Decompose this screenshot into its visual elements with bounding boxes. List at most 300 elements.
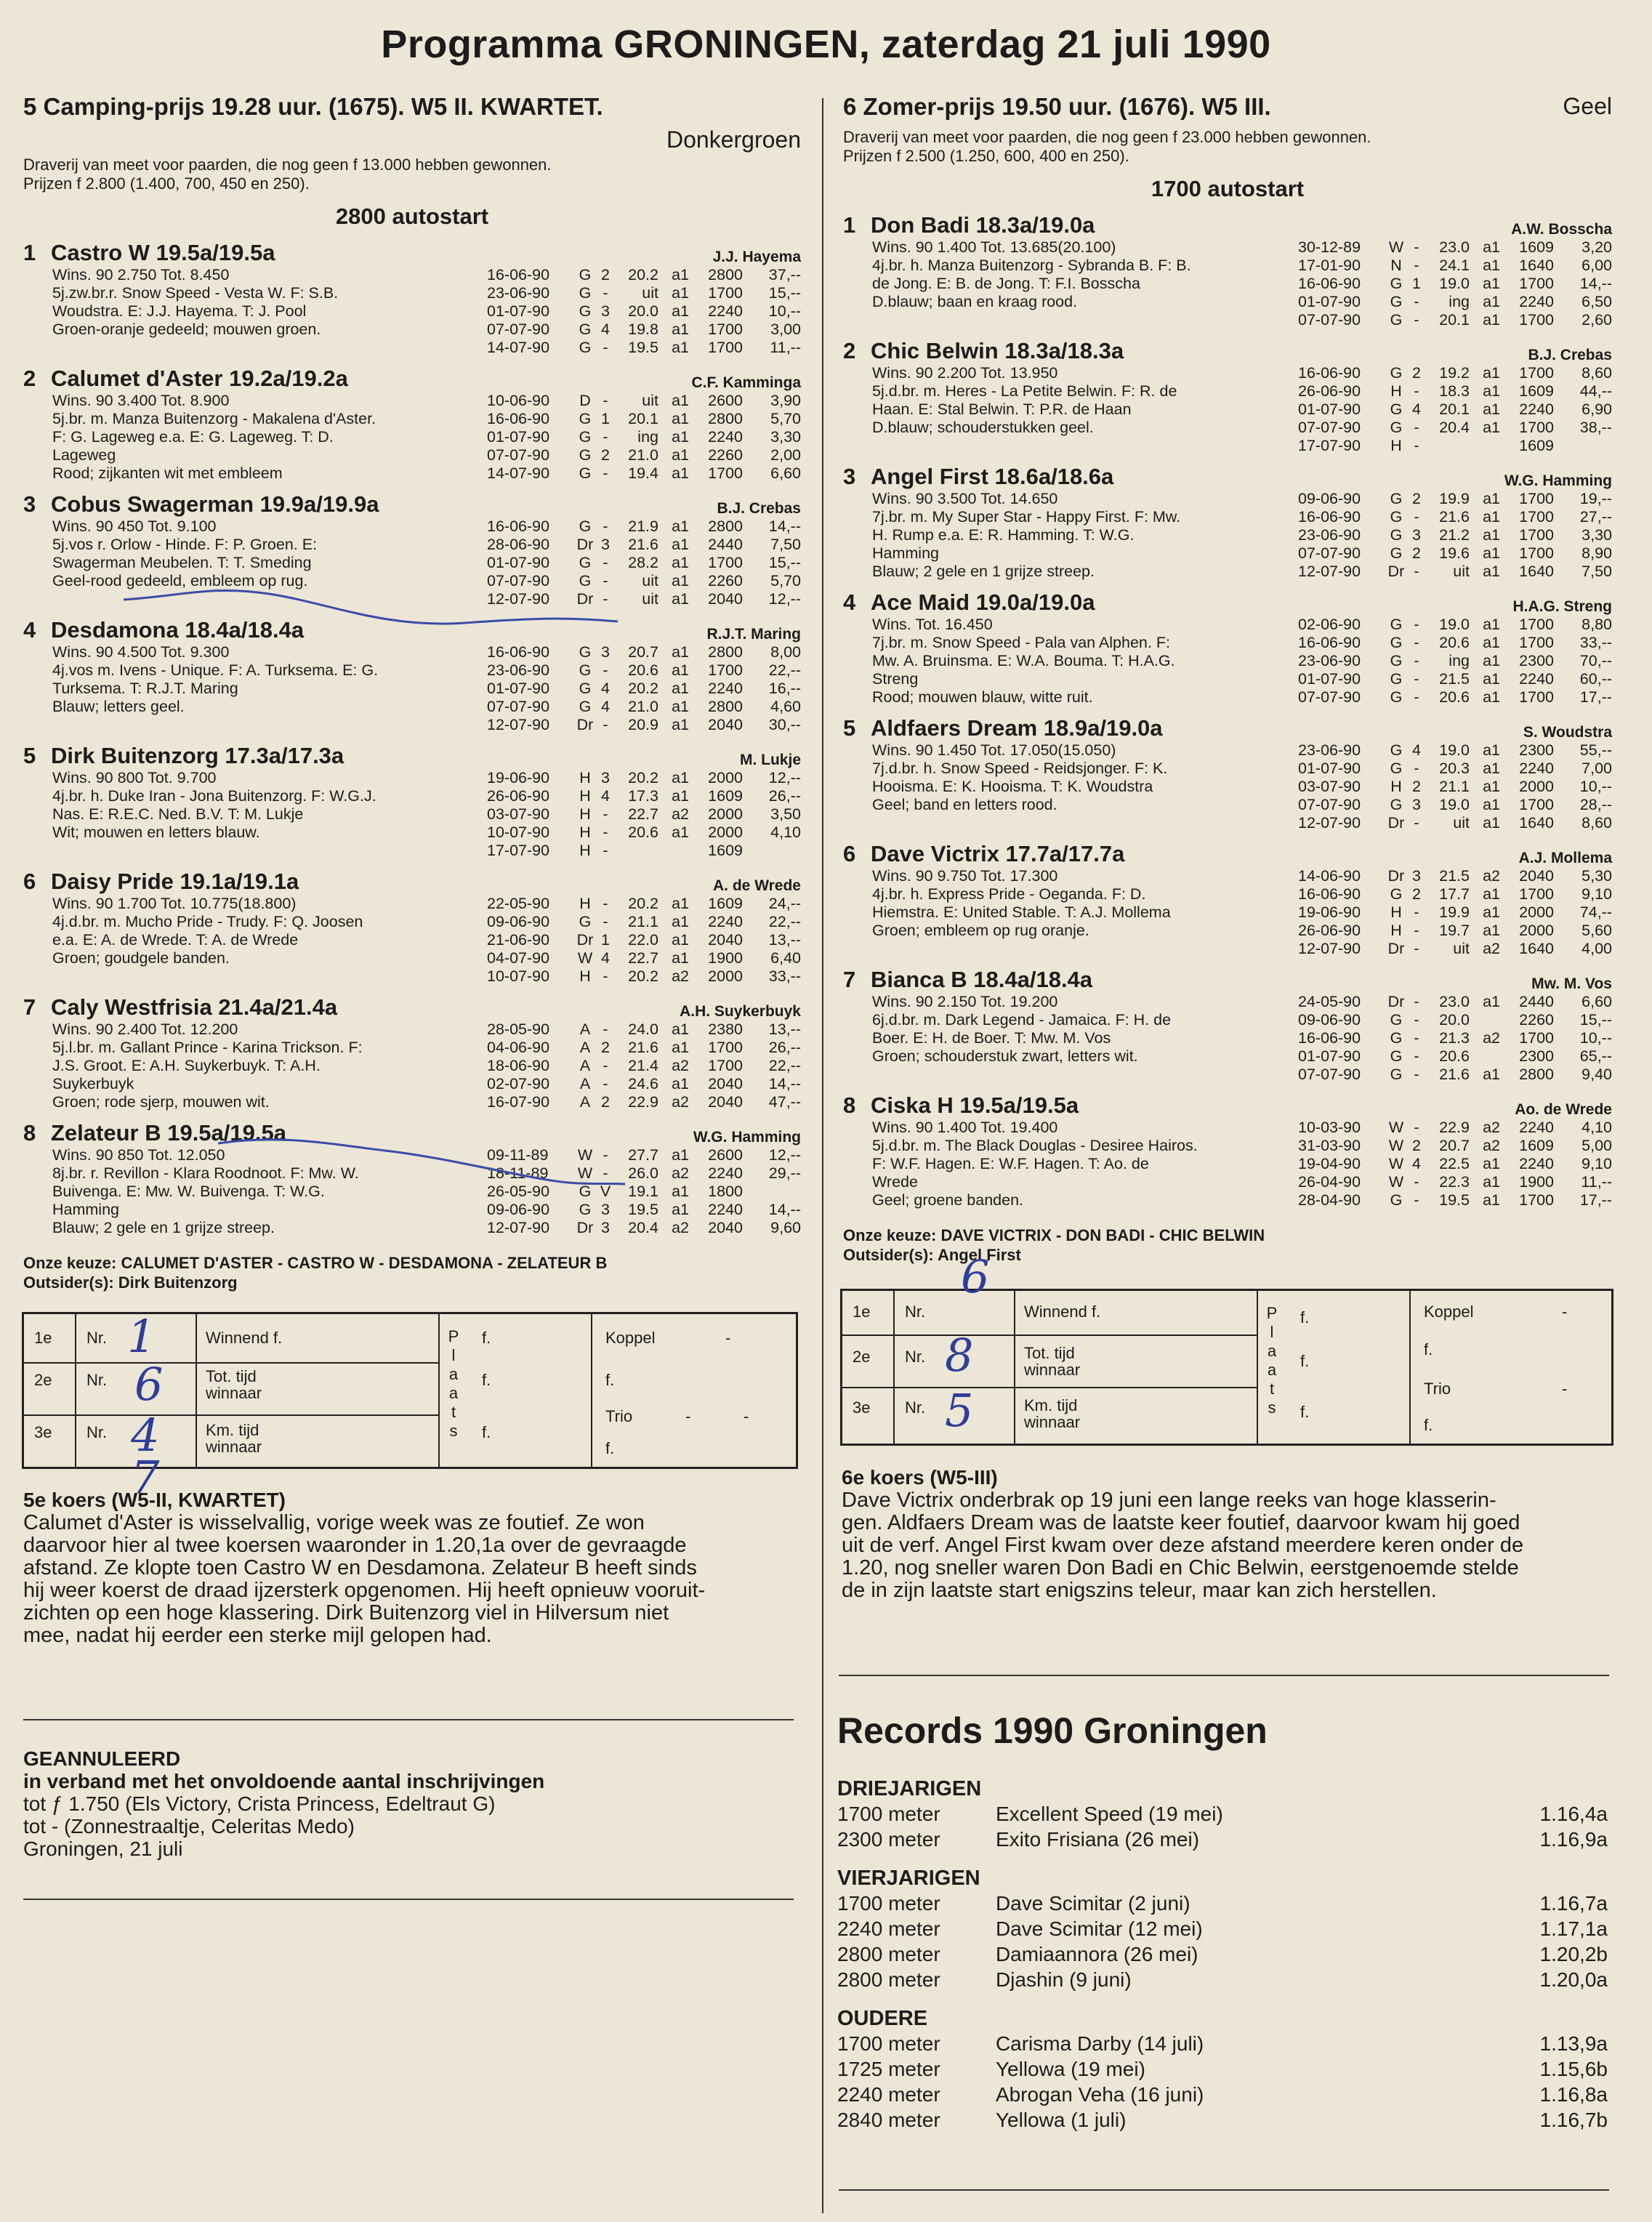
record-row [837,1967,1608,1992]
horse-name [23,743,801,769]
result-cell: 26-04-90 [1298,1173,1361,1191]
horse-name-text: Don Badi 18.3a/19.0a [871,212,1095,238]
result-row [1298,490,1612,508]
result-cell: a1 [1483,563,1500,580]
result-cell: 07-07-90 [487,572,550,589]
horse-name-text: Chic Belwin 18.3a/18.3a [871,338,1124,363]
result-cell: 3 [1412,796,1421,813]
horse-info [23,769,488,842]
result-cell: 1700 [708,661,743,679]
result-cell: 12,-- [768,1146,801,1164]
result-cell: Dr [1387,563,1405,580]
result-cell: 2240 [1519,760,1554,777]
horse-trainer: W.G. Hamming [693,1129,801,1146]
result-cell: H [1390,382,1402,400]
result-cell: 6,40 [770,949,801,967]
result-cell: 2800 [708,698,743,715]
result-cell: 33,-- [768,967,801,985]
result-cell: 10-07-90 [487,967,550,985]
horse-info-line: Haan. E: Stal Belwin. T: P.R. de Haan [872,400,1132,418]
result-cell: 07-07-90 [487,698,550,715]
horse-info-line: Wins. 90 2.750 Tot. 8.450 [52,266,230,283]
result-cell: a1 [672,536,689,553]
result-row [1298,1137,1612,1155]
result-row [487,518,801,536]
horse-name-text: Dave Victrix 17.7a/17.7a [871,841,1125,866]
race-6-header [843,93,1612,124]
record-distance: 1700 meter [837,2032,940,2055]
result-row [487,895,801,913]
horse-name-text: Ciska H 19.5a/19.5a [871,1092,1079,1118]
horse-info-line: Groen; goudgele banden. [52,949,230,967]
horse-entry [843,589,1612,711]
result-cell: 21.3 [1439,1029,1470,1047]
result-row [487,1075,801,1093]
result-row [1298,670,1612,688]
result-cell: A [579,1021,591,1038]
horse-number: 2 [23,366,36,391]
grid-nr-1: Nr. [905,1303,926,1321]
horse-info-line: Rood; zijkanten wit met embleem [52,464,283,482]
result-row [487,931,801,949]
result-cell: 1800 [708,1183,743,1200]
result-cell: - [1414,652,1419,669]
horse-number: 5 [843,715,856,741]
result-cell: 26.0 [628,1164,658,1182]
result-cell: 17.3 [628,787,658,805]
result-cell: 31-03-90 [1298,1137,1361,1154]
result-row [487,1201,801,1219]
grid-dash: - [725,1329,731,1347]
horse-info-line: F: G. Lageweg e.a. E: G. Lageweg. T: D. [52,428,334,446]
result-cell: 21.5 [1439,867,1470,885]
horse-info-line: 7j.br. m. Snow Speed - Pala van Alphen. F: [872,634,1170,651]
result-cell: a2 [672,1093,689,1111]
result-cell: 10,-- [768,302,801,320]
result-cell: a1 [672,787,689,805]
grid-dash: - [1562,1303,1568,1321]
result-cell: 07-07-90 [487,446,550,464]
result-cell: W [1388,238,1404,256]
result-cell: a1 [1483,526,1500,544]
grid-nr-3: Nr. [86,1423,108,1441]
result-cell: 2380 [708,1021,743,1038]
result-row [1298,544,1612,563]
horse-info-line: 4j.d.br. m. Mucho Pride - Trudy. F: Q. Joosen [52,913,363,930]
result-cell: a1 [1483,741,1500,759]
race-6-desc-line: Draverij van meet voor paarden, die nog geen f 23.000 hebben gewonnen. [843,128,1371,146]
result-cell: Dr [576,716,594,733]
horse-info-line: Wins. 90 3.500 Tot. 14.650 [872,490,1058,507]
horse-info-line: Buivenga. E: Mw. W. Buivenga. T: W.G. [52,1183,325,1200]
horse-info [23,392,488,483]
horse-info-line: Boer. E: H. de Boer. T: Mw. M. Vos [872,1029,1111,1047]
koers-line: 1.20, nog sneller waren Don Badi en Chic Belwin, eerstgenoemde stelde [842,1556,1519,1579]
result-cell: 44,-- [1579,382,1612,400]
result-cell: H [1390,778,1402,795]
result-cell: 12-07-90 [487,1219,550,1236]
horse-info-line: Groen; schouderstuk zwart, letters wit. [872,1047,1138,1065]
result-row [1298,814,1612,832]
result-cell: a1 [1483,1155,1500,1172]
race-5-distance: 2800 autostart [335,204,489,229]
result-cell: 01-07-90 [1298,670,1361,688]
grid-row-2e: 2e [853,1348,871,1366]
result-cell: 2000 [708,805,743,823]
horse-results [1298,616,1612,707]
result-cell: uit [1453,814,1470,832]
result-cell: G [579,554,592,571]
grid-f-1: f. [482,1329,491,1347]
result-row [1298,867,1612,885]
result-cell: a1 [672,266,689,283]
result-cell: 6,00 [1582,257,1612,274]
horse-info-line: Wins. 90 9.750 Tot. 17.300 [872,867,1058,885]
result-cell: 2240 [708,913,743,930]
result-cell: - [603,1146,608,1164]
horse-info-line: Lageweg [52,446,116,464]
horse-info-line: Groen; embleem op rug oranje. [872,922,1089,939]
result-row [1298,760,1612,778]
grid-dash: - [744,1407,749,1425]
divider [23,1719,794,1720]
result-cell: a1 [672,302,689,320]
result-cell: 10,-- [1579,1029,1612,1047]
result-cell: W [1388,1155,1404,1172]
result-cell: 11,-- [1581,1173,1612,1191]
horse-trainer: W.G. Hamming [1504,472,1612,489]
result-cell: 16-06-90 [487,518,550,535]
result-cell: 4,10 [770,824,801,841]
grid-f-koppel: f. [605,1371,615,1389]
result-cell: a1 [672,572,689,589]
result-cell: - [1414,922,1419,939]
result-cell: a1 [672,949,689,967]
grid-f-2: f. [1300,1352,1310,1370]
horse-name-text: Desdamona 18.4a/18.4a [51,617,305,643]
result-cell: 09-06-90 [1298,490,1361,507]
result-cell: - [1414,1173,1419,1191]
result-cell: 18.3 [1439,382,1470,400]
horse-info-line: Hiemstra. E: United Stable. T: A.J. Mollema [872,903,1171,921]
result-cell: G [1390,1047,1403,1065]
record-distance: 2240 meter [837,1917,940,1940]
annul-title: GEANNULEERD [23,1747,181,1770]
horse-name-text: Castro W 19.5a/19.5a [51,240,275,265]
result-cell: - [603,895,608,912]
result-cell: - [1414,257,1419,274]
result-cell: 1609 [708,787,743,805]
result-cell: G [1390,1029,1403,1047]
result-cell: 1609 [1519,382,1554,400]
result-cell: a1 [1483,364,1500,382]
plaats-char: s [449,1422,458,1440]
result-cell: a1 [672,464,689,482]
result-cell: 20.1 [1439,311,1470,329]
horse-trainer: B.J. Crebas [717,500,801,517]
result-cell: a1 [672,1021,689,1038]
result-cell: 24.1 [1439,257,1470,274]
result-cell: 27,-- [1579,508,1612,526]
result-cell: 1609 [1519,238,1554,256]
result-row [487,769,801,787]
result-cell: - [603,716,608,733]
result-cell: a1 [1483,419,1500,436]
handwritten-5: 5 [945,1384,974,1437]
result-cell: 20.6 [628,661,658,679]
result-cell: 01-07-90 [1298,293,1361,310]
result-cell: a2 [672,1164,689,1182]
result-cell: 01-07-90 [487,428,550,446]
horse-trainer: H.A.G. Streng [1512,598,1612,615]
result-cell: 2800 [708,643,743,661]
horse-info [843,1119,1308,1209]
result-cell: 4,10 [1582,1119,1612,1136]
result-cell: - [1414,419,1419,436]
koers-line: afstand. Ze klopte toen Castro W en Desdamona. Zelateur B heeft sinds [23,1556,697,1579]
horse-results [1298,993,1612,1084]
result-cell: G [579,661,592,679]
result-cell: 28-04-90 [1298,1191,1361,1209]
result-cell: 1640 [1519,814,1554,832]
result-row [1298,634,1612,652]
grid-koppel: Koppel [1424,1303,1474,1321]
result-cell: 2000 [1519,778,1554,795]
grid-f-3: f. [482,1423,491,1441]
result-cell: 7,50 [770,536,801,553]
result-cell: G [1390,311,1403,329]
horse-info-line: Groen; rode sjerp, mouwen wit. [52,1093,270,1111]
horse-info-line: Groen-oranje gedeeld; mouwen groen. [52,321,321,338]
result-cell: a1 [672,680,689,697]
result-cell: 14,-- [1579,275,1612,292]
result-cell: a1 [1483,257,1500,274]
result-cell: 01-07-90 [487,302,550,320]
horse-info-line: 5j.vos r. Orlow - Hinde. F: P. Groen. E: [52,536,318,553]
result-cell: 1700 [1519,1029,1554,1047]
result-cell: 1700 [1519,508,1554,526]
result-cell: - [603,339,608,356]
race-6-column [843,93,1612,1265]
record-time: 1.17,1a [1539,1917,1608,1940]
result-cell: a1 [672,913,689,930]
result-cell: W [577,949,593,967]
record-row [837,2056,1608,2082]
grid-km-tijd [206,1422,262,1455]
result-cell: a2 [1483,867,1500,885]
horse-info-line: Nas. E: R.E.C. Ned. B.V. T: M. Lukje [52,805,304,823]
grid-f-3: f. [1300,1403,1310,1421]
record-horse: Djashin (9 juni) [995,1968,1132,1991]
result-cell: 24.0 [628,1021,658,1038]
koers-line: daarvoor hier al twee koersen waaronder in 1.20,1a over de gevraagde [23,1534,687,1557]
result-cell: a1 [672,1075,689,1092]
result-cell: - [603,572,608,589]
horse-trainer: A. de Wrede [713,877,801,894]
result-cell: a1 [672,1146,689,1164]
result-row [487,824,801,842]
result-cell: 13,-- [768,931,801,949]
result-cell: a2 [1483,1119,1500,1136]
horse-results [1298,364,1612,455]
record-row [837,1941,1608,1967]
result-cell: 03-07-90 [487,805,550,823]
result-cell: 17,-- [1579,688,1612,706]
result-row [1298,940,1612,958]
result-cell: 1700 [1519,364,1554,382]
record-time: 1.20,0a [1539,1968,1608,1991]
result-cell: 14,-- [768,1201,801,1218]
result-row [1298,1173,1612,1191]
result-cell: 16-06-90 [487,266,550,283]
result-cell: G [1390,741,1403,759]
result-cell: 09-06-90 [487,913,550,930]
result-cell: 65,-- [1579,1047,1612,1065]
horse-info-line: Wins. 90 2.150 Tot. 19.200 [872,993,1058,1010]
result-cell: 30,-- [768,716,801,733]
record-horse: Dave Scimitar (12 mei) [995,1917,1203,1940]
horse-info-line: 4j.br. h. Express Pride - Oeganda. F: D. [872,885,1146,903]
result-row [487,805,801,824]
result-cell: Dr [576,1219,594,1236]
result-cell: - [603,392,608,409]
result-cell: - [603,1057,608,1074]
result-cell: 07-07-90 [1298,419,1361,436]
result-cell: 17-07-90 [487,842,550,859]
result-cell: 19.0 [1439,616,1470,633]
plaats-char: s [1268,1398,1276,1417]
result-cell: A [579,1057,591,1074]
horse-info-line: H. Rump e.a. E: R. Hamming. T: W.G. [872,526,1135,544]
result-cell: W [1388,1137,1404,1154]
result-cell: H [579,967,591,985]
result-cell: 2240 [1519,670,1554,688]
horse-info-line: e.a. E: A. de Wrede. T: A. de Wrede [52,931,299,949]
result-cell: 1700 [1519,526,1554,544]
result-cell: a1 [672,1039,689,1056]
race-6-pick: Onze keuze: DAVE VICTRIX - DON BADI - CHIC BELWIN [843,1226,1265,1244]
result-cell: 2440 [708,536,743,553]
result-cell: ing [637,428,658,446]
handwritten-6: 6 [961,1250,990,1303]
result-cell: 2000 [708,967,743,985]
result-cell: 1900 [1519,1173,1554,1191]
result-cell: 2260 [1519,1011,1554,1029]
result-cell: 4 [601,787,610,805]
result-cell: uit [1453,940,1470,957]
record-distance: 2840 meter [837,2109,940,2131]
result-row [487,1219,801,1237]
result-cell: 1700 [1519,311,1554,329]
result-cell: 23-06-90 [1298,741,1361,759]
result-cell: 22.9 [628,1093,658,1111]
result-cell: 17.7 [1439,885,1470,903]
result-cell: 1700 [1519,634,1554,651]
horse-info-line: 5j.zw.br.r. Snow Speed - Vesta W. F: S.B. [52,284,339,302]
result-cell: G [1390,670,1403,688]
result-cell: uit [642,590,658,608]
record-row [837,1916,1608,1941]
record-distance: 2240 meter [837,2083,940,2106]
result-cell: 6,50 [1582,293,1612,310]
grid-tot-tijd-l2: winnaar [206,1384,262,1402]
horse-info-line: Mw. A. Bruinsma. E: W.A. Bouma. T: H.A.G. [872,652,1175,669]
horse-info [843,616,1308,707]
result-cell: a2 [1483,1029,1500,1047]
record-category: DRIEJARIGEN [837,1777,982,1800]
result-row [1298,311,1612,329]
result-row [1298,688,1612,707]
divider [839,1675,1609,1676]
result-cell: 33,-- [1579,634,1612,651]
result-cell: 2 [601,266,610,283]
result-row [1298,526,1612,544]
result-cell: G [579,302,592,320]
result-cell [743,842,801,860]
result-cell: 74,-- [1579,903,1612,921]
horse-info-line: J.S. Groot. E: A.H. Suykerbuyk. T: A.H. [52,1057,321,1074]
result-cell: 2800 [708,410,743,427]
horse-number: 8 [843,1092,856,1118]
result-cell: 19-06-90 [487,769,550,786]
result-cell: Dr [576,536,594,553]
horse-info [23,266,488,339]
result-cell: G [1390,275,1403,292]
horse-name-text: Bianca B 18.4a/18.4a [871,967,1093,992]
result-cell: G [1390,1066,1403,1083]
record-horse: Yellowa (19 mei) [995,2058,1145,2080]
result-cell: 04-06-90 [487,1039,550,1056]
result-cell: 2 [1412,1137,1421,1154]
horse-info-line: Wit; mouwen en letters blauw. [52,824,260,841]
record-horse: Dave Scimitar (2 juni) [995,1892,1190,1915]
result-cell: 19.6 [1439,544,1470,562]
result-cell: 26-06-90 [1298,922,1361,939]
result-cell: 9,10 [1582,1155,1612,1172]
koers-line: gen. Aldfaers Dream was de laatste keer foutief, daarvoor kwam hij goed [842,1511,1520,1534]
result-cell: 02-06-90 [1298,616,1361,633]
horse-info-line: Wins. 90 450 Tot. 9.100 [52,518,217,535]
result-cell: a2 [1483,940,1500,957]
result-cell: 28-06-90 [487,536,550,553]
result-cell: 2300 [1519,1047,1554,1065]
horse-info-line: Wins. 90 2.400 Tot. 12.200 [52,1021,238,1038]
result-cell [1470,437,1500,455]
result-cell: 2240 [708,1164,743,1182]
result-cell: N [1390,257,1402,274]
result-cell: 20.2 [628,769,658,786]
result-cell: - [603,1164,608,1182]
result-cell: 01-07-90 [1298,400,1361,418]
record-horse: Carisma Darby (14 juli) [995,2032,1204,2055]
result-cell: 23-06-90 [1298,652,1361,669]
result-cell: 2040 [1519,867,1554,885]
result-cell: - [1414,293,1419,310]
result-cell: W [577,1146,593,1164]
pen-scribble [124,578,618,636]
result-cell: 1700 [1519,885,1554,903]
race-5-commentary [23,1489,801,1647]
horse-entry [23,240,801,361]
result-cell: 12-07-90 [487,716,550,733]
record-distance: 2800 meter [837,1943,940,1965]
result-cell: - [603,1021,608,1038]
result-cell: G [579,428,592,446]
result-cell: 3,30 [770,428,801,446]
result-row [487,1021,801,1039]
result-cell: a1 [672,392,689,409]
horse-info-line: Wins. 90 1.450 Tot. 17.050(15.050) [872,741,1116,759]
